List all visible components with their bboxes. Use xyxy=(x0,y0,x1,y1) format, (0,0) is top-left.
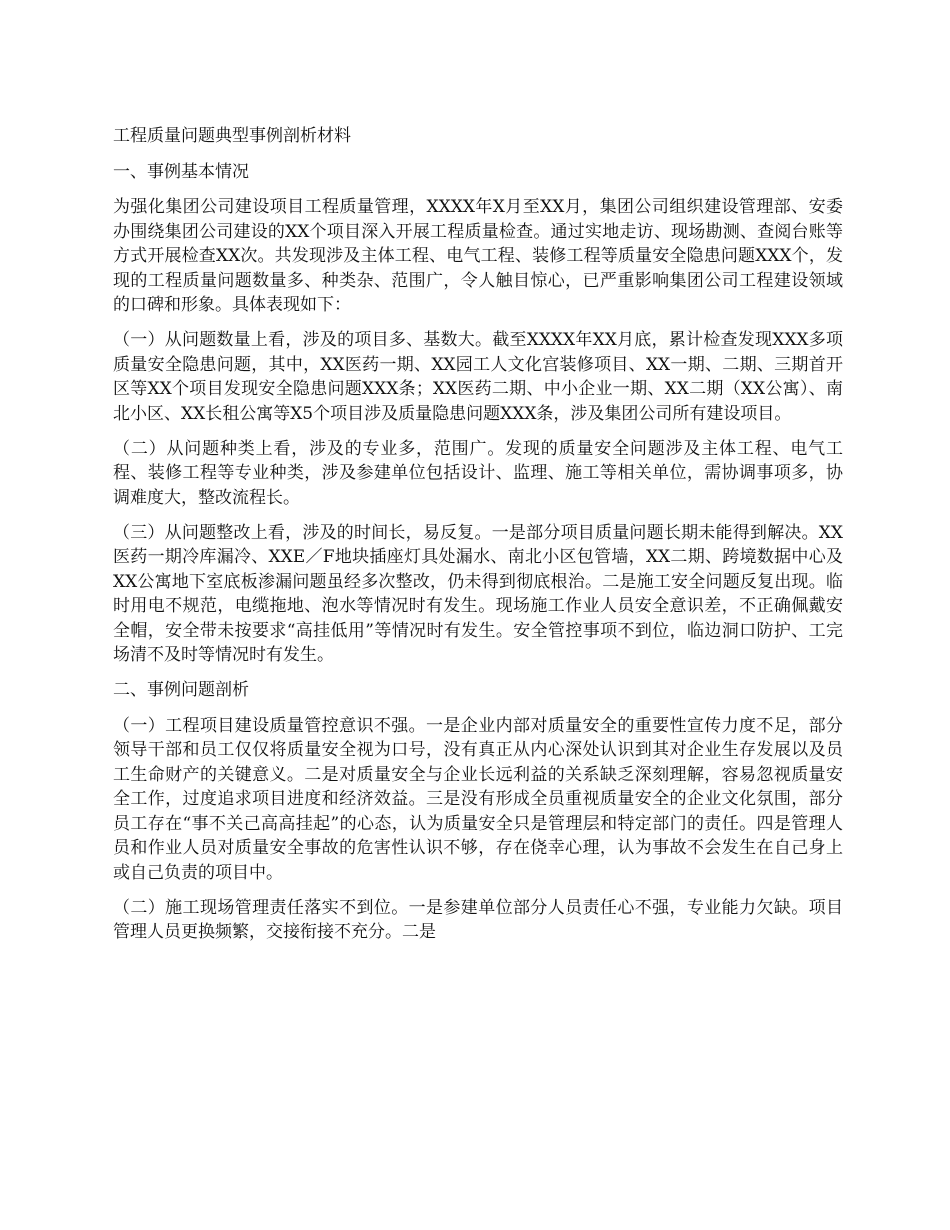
paragraph-problem-rectification: （三）从问题整改上看，涉及的时间长，易反复。一是部分项目质量问题长期未能得到解决。XX医药一期冷库漏冷、XXE／F地块插座灯具处漏水、南北小区包管墙，XX二期、跨境数据中心及XX公寓地下室底板渗漏问题虽经多次整改，仍未得到彻底根治。二是施工安全问题反复出现。临时用电不规范，电缆拖地、泡水等情况时有发生。现场施工作业人员安全意识差，不正确佩戴安全帽，安全带未按要求“高挂低用”等情况时有发生。安全管控事项不到位，临边洞口防护、工完场清不及时等情况时有发生。 xyxy=(113,522,843,665)
document-page xyxy=(113,124,843,955)
document-title: 工程质量问题典型事例剖析材料 xyxy=(113,126,351,146)
paragraph-quality-awareness: （一）工程项目建设质量管控意识不强。一是企业内部对质量安全的重要性宣传力度不足，部分领导干部和员工仅仅将质量安全视为口号，没有真正从内心深处认识到其对企业生存发展以及员工生命财产的关键意义。二是对质量安全与企业长远利益的关系缺乏深刻理解，容易忽视质量安全工作，过度追求项目进度和经济效益。三是没有形成全员重视质量安全的企业文化氛围，部分员工存在“事不关己高高挂起”的心态，认为质量安全只是管理层和特定部门的责任。四是管理人员和作业人员对质量安全事故的危害性认识不够，存在侥幸心理，认为事故不会发生在自己身上或自己负责的项目中。 xyxy=(113,715,843,883)
paragraph-problem-quantity: （一）从问题数量上看，涉及的项目多、基数大。截至XXXX年XX月底，累计检查发现XXX多项质量安全隐患问题，其中，XX医药一期、XX园工人文化宫装修项目、XX一期、二期、三期首开区等XX个项目发现安全隐患问题XXX条；XX医药二期、中小企业一期、XX二期（XX公寓）、南北小区、XX长租公寓等X5个项目涉及质量隐患问题XXX条，涉及集团公司所有建设项目。 xyxy=(113,330,843,424)
paragraph-site-management: （二）施工现场管理责任落实不到位。一是参建单位部分人员责任心不强，专业能力欠缺。项目管理人员更换频繁，交接衔接不充分。二是 xyxy=(113,897,843,942)
section-heading-analysis: 二、事例问题剖析 xyxy=(113,680,249,700)
paragraph-overview: 为强化集团公司建设项目工程质量管理，XXXX年X月至XX月，集团公司组织建设管理部、安委办围绕集团公司建设的XX个项目深入开展工程质量检查。通过实地走访、现场勘测、查阅台账等方式开展检查XX次。共发现涉及主体工程、电气工程、装修工程等质量安全隐患问题XXX个，发现的工程质量问题数量多、种类杂、范围广，令人触目惊心，已严重影响集团公司工程建设领域的口碑和形象。具体表现如下： xyxy=(113,197,843,315)
paragraph-problem-types: （二）从问题种类上看，涉及的专业多，范围广。发现的质量安全问题涉及主体工程、电气工程、装修工程等专业种类，涉及参建单位包括设计、监理、施工等相关单位，需协调事项多，协调难度大，整改流程长。 xyxy=(113,438,843,508)
section-heading-basic-situation: 一、事例基本情况 xyxy=(113,161,249,182)
